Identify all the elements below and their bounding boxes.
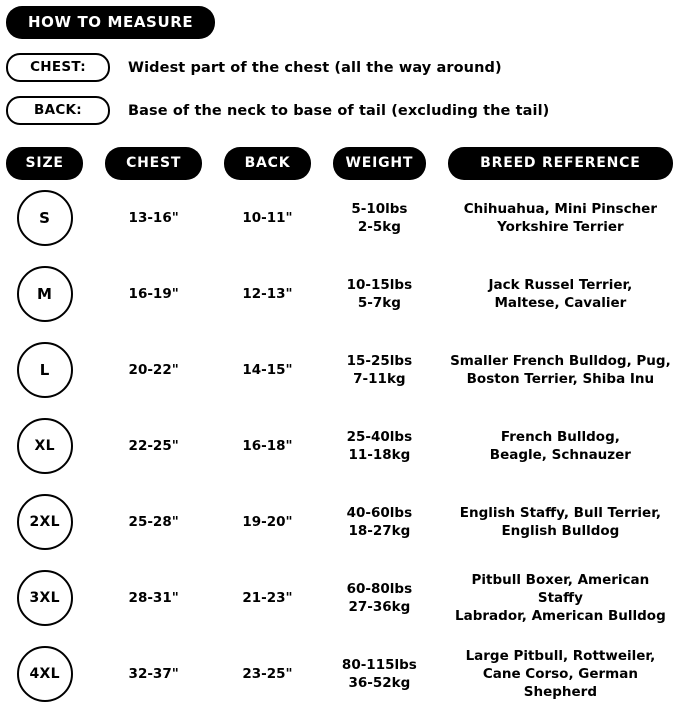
column-header-weight: WEIGHT bbox=[333, 147, 426, 180]
weight-kg: 2-5kg bbox=[357, 219, 401, 235]
size-badge: M bbox=[17, 266, 73, 322]
weight-lbs: 15-25lbs bbox=[346, 352, 413, 369]
table-row bbox=[0, 332, 679, 408]
weight-cell bbox=[333, 656, 426, 692]
table-row bbox=[0, 256, 679, 332]
weight-cell bbox=[333, 428, 426, 464]
breed-line-1: French Bulldog, bbox=[500, 428, 620, 445]
size-cell bbox=[6, 494, 83, 550]
size-badge: 4XL bbox=[17, 646, 73, 702]
table-header-row bbox=[0, 147, 679, 180]
measure-label-chest: CHEST: bbox=[6, 53, 110, 82]
breed-cell bbox=[448, 276, 673, 312]
breed-cell bbox=[448, 428, 673, 464]
breed-line-2: Labrador, American Bulldog bbox=[455, 608, 666, 625]
breed-cell bbox=[448, 352, 673, 388]
breed-line-1: Pitbull Boxer, American Staffy bbox=[471, 571, 650, 606]
breed-line-2: Maltese, Cavalier bbox=[494, 295, 627, 311]
breed-line-2: Beagle, Schnauzer bbox=[489, 447, 631, 463]
column-header-breed: BREED REFERENCE bbox=[448, 147, 673, 180]
breed-cell bbox=[448, 504, 673, 540]
back-cell: 10-11" bbox=[242, 209, 293, 226]
breed-cell bbox=[448, 647, 673, 702]
chest-cell: 20-22" bbox=[128, 361, 179, 378]
breed-line-1: Smaller French Bulldog, Pug, bbox=[450, 352, 671, 369]
chest-cell: 13-16" bbox=[128, 209, 179, 226]
column-header-chest: CHEST bbox=[105, 147, 202, 180]
chest-cell: 25-28" bbox=[128, 513, 179, 530]
weight-cell bbox=[333, 200, 426, 236]
table-row bbox=[0, 560, 679, 636]
table-row bbox=[0, 484, 679, 560]
back-cell: 12-13" bbox=[242, 285, 293, 302]
weight-kg: 18-27kg bbox=[348, 523, 411, 539]
size-badge: XL bbox=[17, 418, 73, 474]
weight-lbs: 10-15lbs bbox=[346, 276, 413, 293]
back-cell: 16-18" bbox=[242, 437, 293, 454]
weight-kg: 36-52kg bbox=[348, 675, 411, 691]
weight-cell bbox=[333, 580, 426, 616]
table-row bbox=[0, 408, 679, 484]
size-cell bbox=[6, 418, 83, 474]
breed-line-1: Chihuahua, Mini Pinscher bbox=[463, 200, 657, 217]
breed-line-2: Cane Corso, German Shepherd bbox=[482, 665, 638, 701]
breed-cell bbox=[448, 200, 673, 236]
back-cell: 21-23" bbox=[242, 589, 293, 606]
weight-lbs: 80-115lbs bbox=[341, 656, 417, 673]
weight-lbs: 25-40lbs bbox=[346, 428, 413, 445]
size-cell bbox=[6, 342, 83, 398]
measure-text-chest: Widest part of the chest (all the way around) bbox=[128, 59, 502, 76]
breed-line-1: Jack Russel Terrier, bbox=[488, 276, 633, 293]
measure-row-back bbox=[0, 96, 679, 125]
size-badge: L bbox=[17, 342, 73, 398]
breed-cell bbox=[448, 571, 673, 626]
size-badge: 3XL bbox=[17, 570, 73, 626]
back-cell: 23-25" bbox=[242, 665, 293, 682]
weight-lbs: 5-10lbs bbox=[351, 200, 408, 217]
size-badge: S bbox=[17, 190, 73, 246]
size-cell bbox=[6, 266, 83, 322]
weight-lbs: 60-80lbs bbox=[346, 580, 413, 597]
table-row bbox=[0, 636, 679, 712]
chest-cell: 22-25" bbox=[128, 437, 179, 454]
chest-cell: 28-31" bbox=[128, 589, 179, 606]
breed-line-2: English Bulldog bbox=[501, 523, 620, 539]
weight-kg: 11-18kg bbox=[348, 447, 411, 463]
weight-kg: 7-11kg bbox=[353, 371, 406, 387]
weight-kg: 5-7kg bbox=[357, 295, 401, 311]
how-to-measure-section bbox=[0, 0, 679, 39]
breed-line-1: English Staffy, Bull Terrier, bbox=[459, 504, 661, 521]
how-to-measure-title: HOW TO MEASURE bbox=[6, 6, 215, 39]
weight-lbs: 40-60lbs bbox=[346, 504, 413, 521]
column-header-back: BACK bbox=[224, 147, 311, 180]
measure-label-back: BACK: bbox=[6, 96, 110, 125]
breed-line-1: Large Pitbull, Rottweiler, bbox=[465, 647, 656, 664]
breed-line-2: Boston Terrier, Shiba Inu bbox=[466, 371, 655, 387]
back-cell: 14-15" bbox=[242, 361, 293, 378]
weight-kg: 27-36kg bbox=[348, 599, 411, 615]
chest-cell: 32-37" bbox=[128, 665, 179, 682]
table-row bbox=[0, 180, 679, 256]
measure-row-chest bbox=[0, 53, 679, 82]
size-cell bbox=[6, 646, 83, 702]
weight-cell bbox=[333, 352, 426, 388]
weight-cell bbox=[333, 504, 426, 540]
breed-line-2: Yorkshire Terrier bbox=[497, 219, 624, 235]
measure-text-back: Base of the neck to base of tail (excluding the tail) bbox=[128, 102, 550, 119]
back-cell: 19-20" bbox=[242, 513, 293, 530]
size-badge: 2XL bbox=[17, 494, 73, 550]
chest-cell: 16-19" bbox=[128, 285, 179, 302]
size-cell bbox=[6, 190, 83, 246]
weight-cell bbox=[333, 276, 426, 312]
column-header-size: SIZE bbox=[6, 147, 83, 180]
size-cell bbox=[6, 570, 83, 626]
size-table bbox=[0, 147, 679, 712]
